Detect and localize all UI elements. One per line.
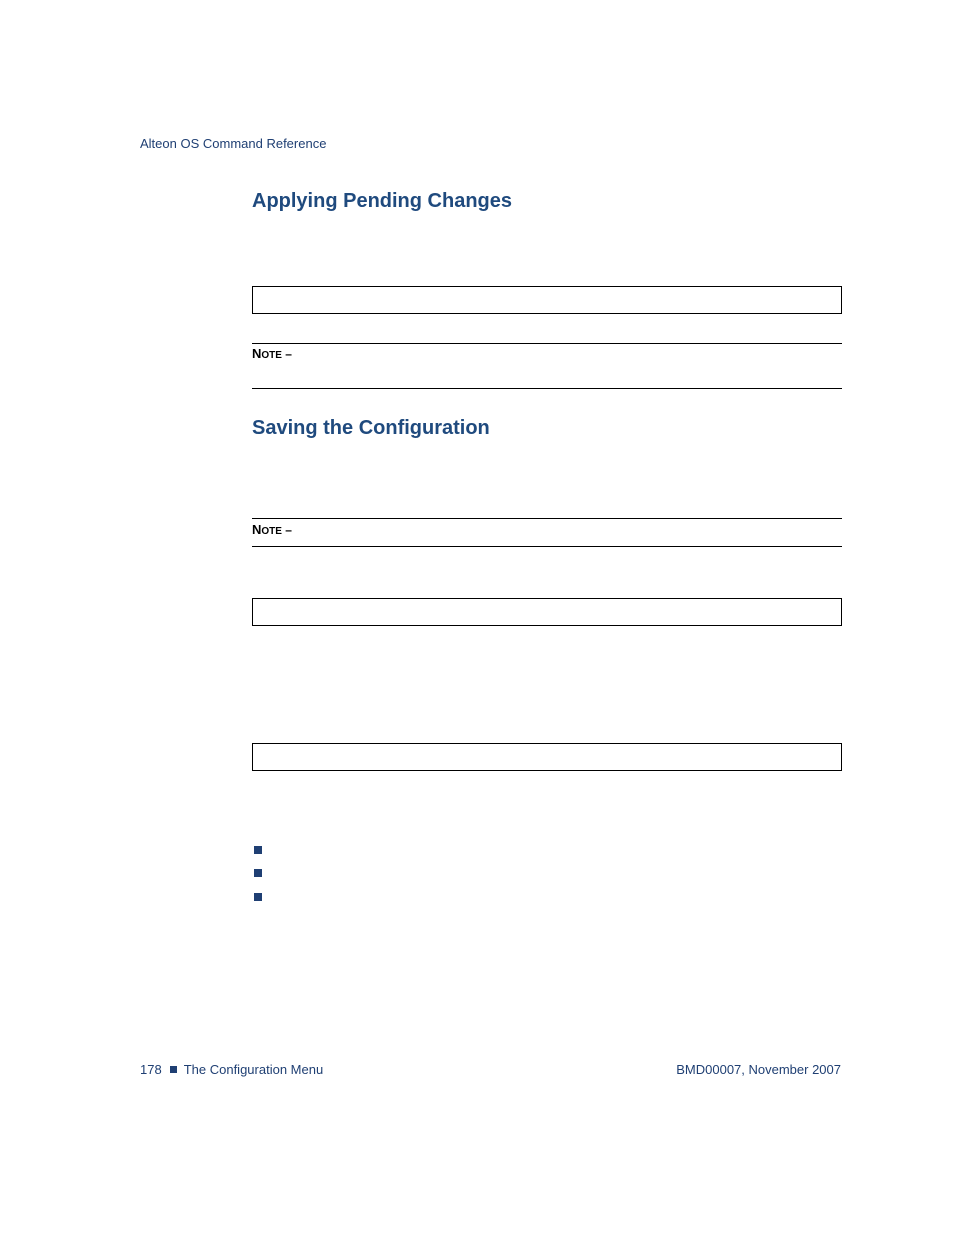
page-number: 178	[140, 1062, 162, 1077]
note-label	[252, 522, 292, 537]
note-label-rest: OTE	[261, 350, 282, 361]
footer-separator-square	[170, 1066, 177, 1073]
running-header: Alteon OS Command Reference	[140, 136, 327, 151]
note-label-dash: –	[281, 347, 292, 361]
footer-left	[140, 1062, 323, 1077]
list-bullet	[254, 869, 262, 877]
note-label	[252, 346, 292, 361]
note-label-initial: N	[252, 522, 262, 537]
note-top-rule	[252, 518, 842, 519]
list-bullet	[254, 846, 262, 854]
command-example-box	[252, 743, 842, 771]
note-label-rest: OTE	[261, 526, 282, 537]
section-title-saving-the-configuration: Saving the Configuration	[252, 417, 490, 439]
list-bullet	[254, 893, 262, 901]
section-title-applying-pending-changes: Applying Pending Changes	[252, 190, 513, 212]
note-bottom-rule	[252, 388, 842, 389]
command-example-box	[252, 598, 842, 626]
command-example-box	[252, 286, 842, 314]
chapter-title: The Configuration Menu	[183, 1062, 324, 1077]
note-label-dash: –	[281, 523, 292, 537]
note-top-rule	[252, 343, 842, 344]
document-id: BMD00007, November 2007	[676, 1062, 841, 1077]
note-bottom-rule	[252, 546, 842, 547]
note-label-initial: N	[252, 346, 262, 361]
